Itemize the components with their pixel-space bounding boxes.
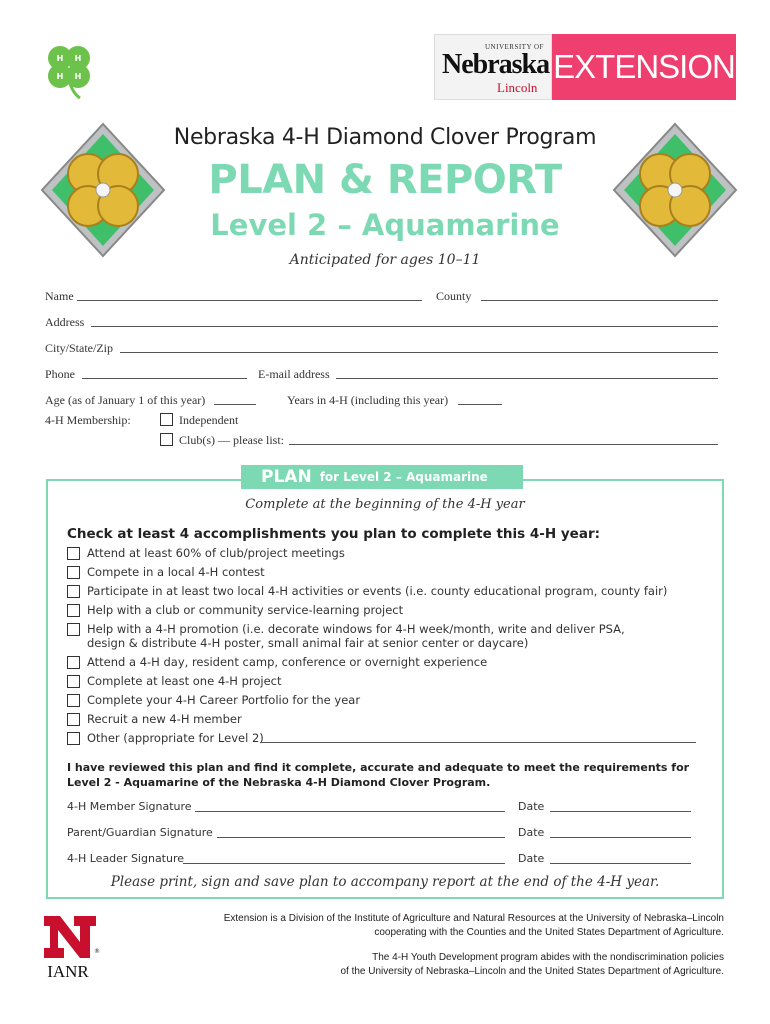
accomplishment-label: Recruit a new 4-H member [87,712,242,726]
leader-signature-field[interactable] [183,852,505,864]
svg-text:H: H [56,54,64,63]
accomplishment-item [67,603,403,617]
accomplishment-label-line1: Help with a 4-H promotion (i.e. decorate windows for 4-H week/month, write and deliver PSA, [87,622,625,636]
plan-tab-title: PLAN [261,467,312,487]
address-label: Address [45,315,85,329]
guardian-signature-field[interactable] [217,826,505,838]
plan-tab-level: for Level 2 – Aquamarine [319,470,488,484]
email-field[interactable] [336,367,718,379]
accomplishment-checkbox[interactable] [67,604,80,617]
accomplishment-item [67,655,487,669]
accomplishment-checkbox[interactable] [67,547,80,560]
lincoln-text: Lincoln [497,80,538,95]
clubs-checkbox[interactable] [160,433,173,446]
nondiscrimination-line1: The 4-H Youth Development program abides with the nondiscrimination policies [372,952,724,963]
email-label: E-mail address [258,367,330,381]
accomplishment-label: Complete at least one 4-H project [87,674,282,688]
member-date-field[interactable] [550,800,691,812]
review-statement: I have reviewed this plan and find it complete, accurate and adequate to meet the requirements for Level 2 - Aquamarine of the Nebraska 4-H Diamond Clover Program. [67,761,690,789]
member-date-label: Date [518,800,545,813]
other-accomplishment-field[interactable] [260,730,696,743]
4h-clover-logo [38,40,102,100]
registered-mark: ® [94,948,100,955]
county-label: County [436,289,472,303]
svg-text:H: H [56,72,64,81]
county-field[interactable] [481,289,718,301]
extension-wordmark: EXTENSION [552,34,736,100]
leader-date-field[interactable] [550,852,691,864]
save-plan-note: Please print, sign and save plan to accompany report at the end of the 4-H year. [110,874,660,890]
svg-text:H: H [74,54,82,63]
accomplishment-label: Compete in a local 4-H contest [87,565,265,579]
nondiscrimination-line2: of the University of Nebraska–Lincoln and the United States Department of Agriculture. [340,966,724,977]
plan-tab [241,465,523,489]
years-label: Years in 4-H (including this year) [287,393,449,407]
accomplishment-label: Participate in at least two local 4-H activities or events (i.e. county educational program, county fair) [87,584,668,598]
age-label: Age (as of January 1 of this year) [45,393,206,407]
accomplishment-checkbox[interactable] [67,656,80,669]
guardian-date-field[interactable] [550,826,691,838]
nebraska-text: Nebraska [442,49,550,80]
ianr-logo [40,912,100,982]
program-title: Nebraska 4-H Diamond Clover Program [173,125,597,150]
extension-statement-line2: cooperating with the Counties and the United States Department of Agriculture. [374,927,724,938]
accomplishment-checkbox[interactable] [67,566,80,579]
name-label: Name [45,289,74,303]
clubs-field[interactable] [289,433,718,445]
member-signature-field[interactable] [195,800,505,812]
accomplishment-label: Complete your 4-H Career Portfolio for the year [87,693,361,707]
accomplishment-item [67,693,360,707]
nebraska-n-icon [40,912,100,962]
name-field[interactable] [77,289,422,301]
guardian-date-label: Date [518,826,545,839]
accomplishment-checkbox[interactable] [67,585,80,598]
guardian-signature-label: Parent/Guardian Signature [67,826,213,839]
accomplishment-checkbox[interactable] [67,732,80,745]
city-state-zip-label: City/State/Zip [45,341,113,355]
accomplishment-item [67,712,242,726]
accomplishment-checkbox[interactable] [67,713,80,726]
years-field[interactable] [458,393,502,405]
svg-text:H: H [74,72,82,81]
address-field[interactable] [91,315,718,327]
page-title: PLAN & REPORT [208,157,562,203]
accomplishment-item [67,584,667,598]
member-signature-label: 4-H Member Signature [67,800,192,813]
accomplishment-item [67,546,345,560]
independent-checkbox[interactable] [160,413,173,426]
accomplishment-checkbox[interactable] [67,675,80,688]
age-field[interactable] [214,393,256,405]
phone-label: Phone [45,367,75,381]
accomplishments-heading: Check at least 4 accomplishments you plan to complete this 4-H year: [67,526,601,542]
university-extension-logo [434,34,736,100]
accomplishment-checkbox[interactable] [67,623,80,636]
accomplishment-item [67,622,625,650]
extension-statement [224,912,724,940]
phone-field[interactable] [82,367,247,379]
nondiscrimination-statement [340,951,724,979]
accomplishment-item [67,565,265,579]
ages-note: Anticipated for ages 10–11 [289,252,481,268]
accomplishment-item [67,674,282,688]
university-of-text: UNIVERSITY OF [485,43,544,51]
ianr-text: IANR [47,962,89,981]
university-wordmark [434,34,552,100]
city-state-zip-field[interactable] [120,341,718,353]
clubs-label: Club(s) — please list: [179,433,284,447]
level-title: Level 2 – Aquamarine [210,208,560,242]
accomplishment-checkbox[interactable] [67,694,80,707]
accomplishment-label: Attend a 4-H day, resident camp, conference or overnight experience [87,655,488,669]
leader-date-label: Date [518,852,545,865]
accomplishment-item [67,731,264,745]
membership-label: 4-H Membership: [45,413,131,427]
accomplishment-label-line2: design & distribute 4-H poster, small animal fair at senior center or daycare) [87,636,529,650]
leader-signature-label: 4-H Leader Signature [67,852,185,865]
accomplishment-label: Help with a club or community service-learning project [87,603,404,617]
accomplishment-label [87,622,625,650]
accomplishment-label: Other (appropriate for Level 2) [87,731,264,745]
plan-subtitle: Complete at the beginning of the 4-H year [245,497,525,512]
accomplishment-label: Attend at least 60% of club/project meetings [87,546,345,560]
extension-statement-line1: Extension is a Division of the Institute of Agriculture and Natural Resources at the University of Nebraska–Lincoln [223,913,724,924]
independent-label: Independent [179,413,239,427]
